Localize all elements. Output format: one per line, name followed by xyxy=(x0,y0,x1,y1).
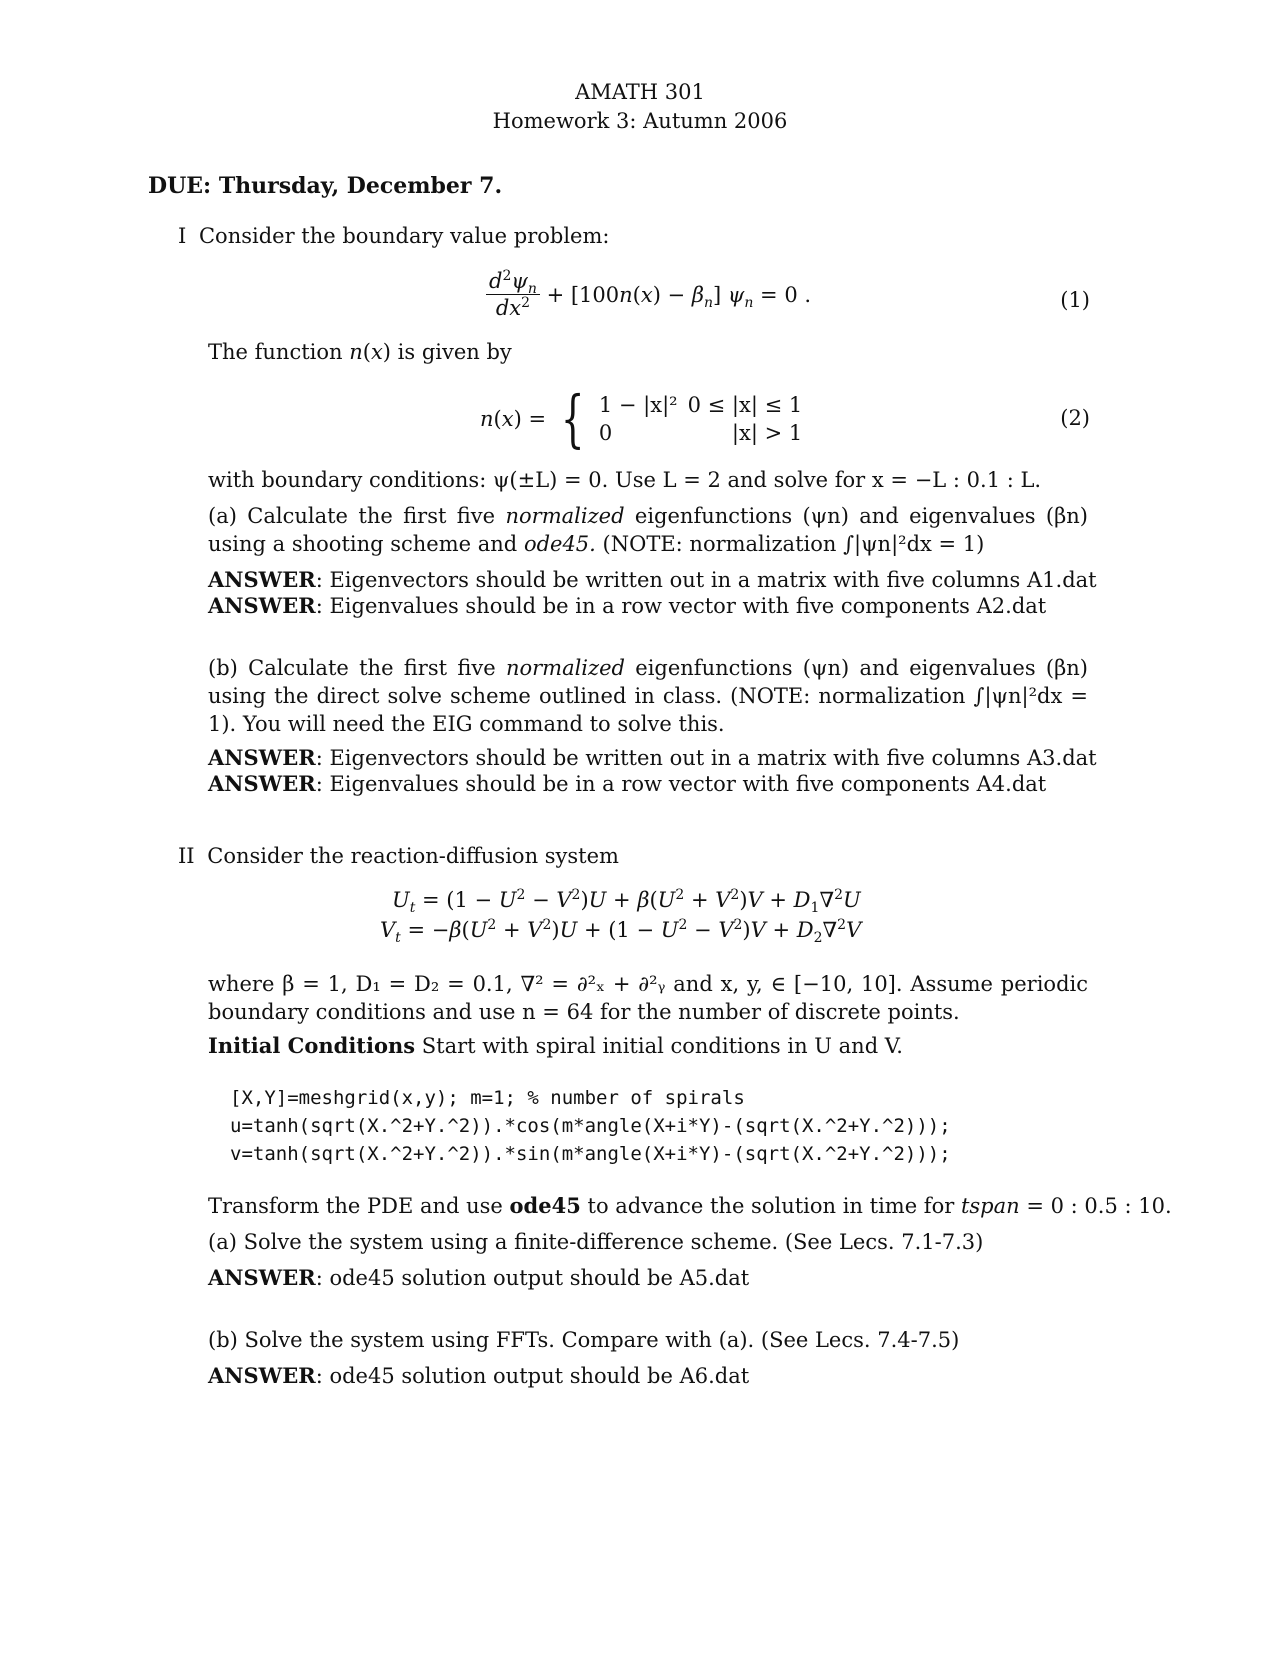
course-title: AMATH 301 xyxy=(575,80,705,104)
problem2-part-a: (a) Solve the system using a finite-difference scheme. (See Lecs. 7.1-7.3) xyxy=(208,1230,984,1254)
problem2-part-b: (b) Solve the system using FFTs. Compare with (a). (See Lecs. 7.4-7.5) xyxy=(208,1328,960,1352)
problem1-part-b: (b) Calculate the first five normalized eigenfunctions (ψn) and eigenvalues (βn) using the direct solve scheme outlined in class. (NOTE: normalization ∫|ψn|²dx = 1). You will need the EIG command to solve this. xyxy=(208,656,1088,736)
code-block xyxy=(230,1084,951,1168)
code-line: [X,Y]=meshgrid(x,y); m=1; % number of spirals xyxy=(230,1087,745,1109)
answer-a1: ANSWER: Eigenvectors should be written out in a matrix with five columns A1.dat xyxy=(208,567,1097,592)
code-line: v=tanh(sqrt(X.^2+Y.^2)).*sin(m*angle(X+i*Y)-(sqrt(X.^2+Y.^2))); xyxy=(230,1143,951,1165)
equation-1-number: (1) xyxy=(1060,288,1090,312)
due-date: DUE: Thursday, December 7. xyxy=(148,173,503,199)
problem1-part-a: (a) Calculate the first five normalized eigenfunctions (ψn) and eigenvalues (βn) using a shooting scheme and ode45. (NOTE: normalization ∫|ψn|²dx = 1) xyxy=(208,504,1088,556)
piecewise-cases xyxy=(599,391,812,447)
case2-cond: |x| > 1 xyxy=(731,421,803,445)
problem2-intro: Consider the reaction-diffusion system xyxy=(207,844,619,868)
problem2-heading xyxy=(178,842,619,870)
problem2-numeral: II xyxy=(178,844,195,868)
problem1-intro: Consider the boundary value problem: xyxy=(198,224,610,248)
answer-b1: ANSWER: Eigenvectors should be written out in a matrix with five columns A3.dat xyxy=(208,745,1097,770)
function-intro: The function n(x) is given by xyxy=(208,340,512,364)
equation-2: n(x) = { 1 − |x|² 0 ≤ |x| ≤ 1 0 |x| > 1 xyxy=(480,388,812,450)
problem2-parameters: where β = 1, D₁ = D₂ = 0.1, ∇² = ∂²ₓ + ∂²ᵧ and x, y, ∈ [−10, 10]. Assume periodic boundary conditions and use n = 64 for the number of discrete points. xyxy=(208,972,1088,1024)
case1-cond: 0 ≤ |x| ≤ 1 xyxy=(687,393,803,417)
second-derivative-fraction: $\frac{d^2\psi_n}{dx^2}$ xyxy=(486,268,540,321)
equation-2-number: (2) xyxy=(1060,406,1090,430)
problem1-numeral: I xyxy=(178,224,187,248)
case1-expr: 1 − |x|² xyxy=(598,393,678,417)
answer-b2: ANSWER: Eigenvalues should be in a row vector with five components A4.dat xyxy=(208,771,1047,796)
boundary-conditions: with boundary conditions: ψ(±L) = 0. Use L = 2 and solve for x = −L : 0.1 : L. xyxy=(208,468,1042,492)
equation-vt: $V_t = -\beta(U^2 + V^2)U + (1 - U^2 - V^2)V + D_2\nabla^2V$ xyxy=(380,917,862,947)
case2-expr: 0 xyxy=(598,421,613,445)
answer-a5: ANSWER: ode45 solution output should be A5.dat xyxy=(208,1265,750,1290)
equation-1: $\frac{d^2\psi_n}{dx^2}$ + $[100n(x) - \beta_n]$ $\psi_n = 0$ . xyxy=(486,268,811,321)
document-header xyxy=(0,78,1280,136)
transform-instruction: Transform the PDE and use ode45 to advance the solution in time for tspan = 0 : 0.5 : 10. xyxy=(208,1193,1172,1218)
left-brace: { xyxy=(560,382,585,455)
code-line: u=tanh(sqrt(X.^2+Y.^2)).*cos(m*angle(X+i*Y)-(sqrt(X.^2+Y.^2))); xyxy=(230,1115,951,1137)
initial-conditions: Initial Conditions Start with spiral initial conditions in U and V. xyxy=(208,1033,903,1058)
answer-a2: ANSWER: Eigenvalues should be in a row vector with five components A2.dat xyxy=(208,593,1047,618)
homework-title: Homework 3: Autumn 2006 xyxy=(492,109,788,133)
problem1-heading xyxy=(178,222,609,250)
equation-ut: $U_t = (1 - U^2 - V^2)U + \beta(U^2 + V^2)V + D_1\nabla^2U$ xyxy=(392,887,861,917)
answer-a6: ANSWER: ode45 solution output should be A6.dat xyxy=(208,1363,750,1388)
